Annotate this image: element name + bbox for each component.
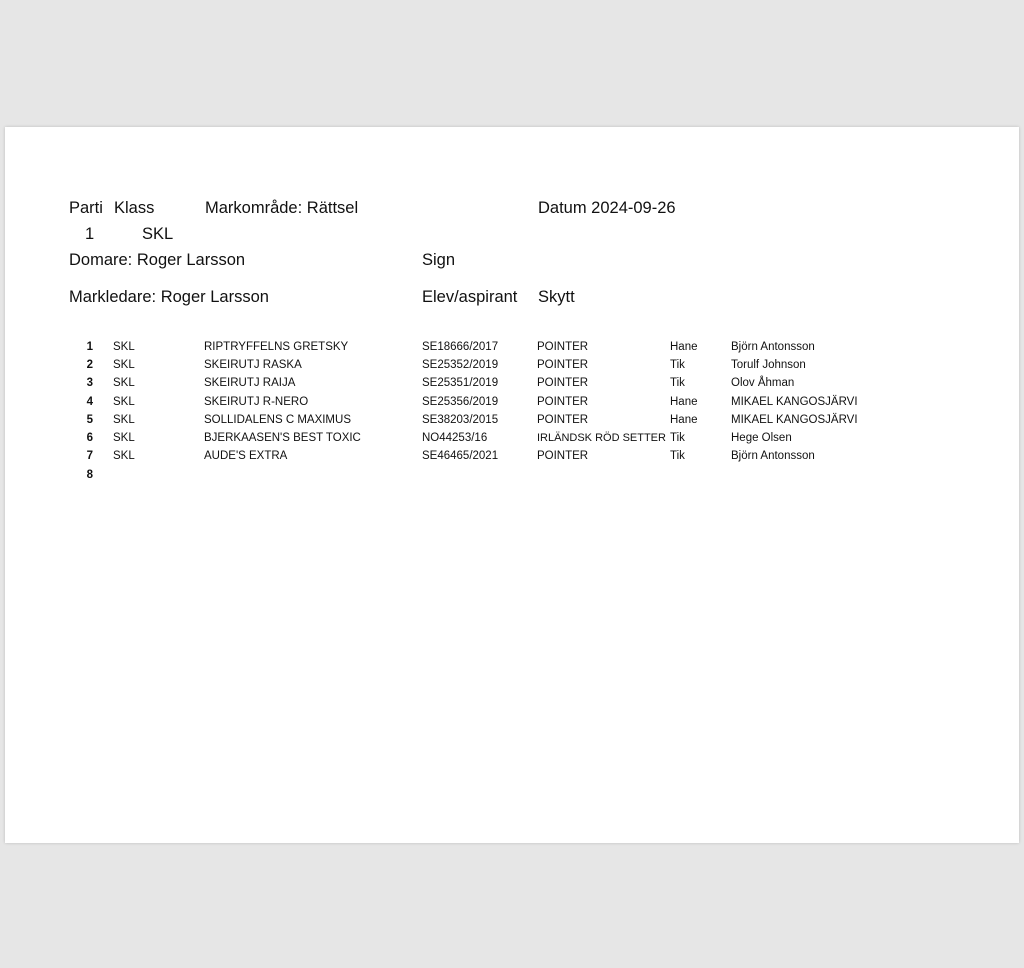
entry-number: 6 <box>86 432 93 444</box>
entry-sex: Tik <box>670 432 685 444</box>
entry-number: 1 <box>86 341 93 353</box>
entry-sex: Hane <box>670 396 698 408</box>
entry-sex: Tik <box>670 450 685 462</box>
entry-owner: Olov Åhman <box>731 377 795 389</box>
entry-reg-number: SE18666/2017 <box>422 341 499 353</box>
entry-dog-name: SKEIRUTJ R-NERO <box>204 396 309 408</box>
klass-value: SKL <box>142 225 174 243</box>
entry-breed: POINTER <box>537 341 589 353</box>
entry-reg-number: NO44253/16 <box>422 432 488 444</box>
entry-owner: Hege Olsen <box>731 432 792 444</box>
entry-owner: Torulf Johnson <box>731 359 806 371</box>
document-page <box>5 127 1019 843</box>
entry-owner: Björn Antonsson <box>731 341 815 353</box>
entry-klass: SKL <box>113 396 135 408</box>
elev-aspirant-label: Elev/aspirant <box>422 288 518 306</box>
skytt-label: Skytt <box>538 288 575 306</box>
markledare-label: Markledare: Roger Larsson <box>69 288 269 306</box>
entry-klass: SKL <box>113 414 135 426</box>
entry-reg-number: SE25352/2019 <box>422 359 499 371</box>
entry-sex: Hane <box>670 341 698 353</box>
entry-number: 5 <box>86 414 93 426</box>
entry-owner: MIKAEL KANGOSJÄRVI <box>731 396 858 408</box>
sign-label: Sign <box>422 251 456 269</box>
entry-dog-name: BJERKAASEN'S BEST TOXIC <box>204 432 361 444</box>
domare-label: Domare: Roger Larsson <box>69 251 246 269</box>
entry-owner: MIKAEL KANGOSJÄRVI <box>731 414 858 426</box>
parti-value: 1 <box>85 225 95 243</box>
entry-reg-number: SE46465/2021 <box>422 450 499 462</box>
entry-dog-name: RIPTRYFFELNS GRETSKY <box>204 341 349 353</box>
entry-dog-name: SKEIRUTJ RASKA <box>204 359 302 371</box>
entry-sex: Hane <box>670 414 698 426</box>
entry-number: 7 <box>86 450 93 462</box>
entry-breed: IRLÄNDSK RÖD SETTER <box>537 432 666 444</box>
entry-klass: SKL <box>113 432 135 444</box>
entry-number: 3 <box>86 377 93 389</box>
entry-klass: SKL <box>113 377 135 389</box>
entry-breed: POINTER <box>537 396 589 408</box>
entry-klass: SKL <box>113 450 135 462</box>
entry-number: 4 <box>86 396 93 408</box>
entry-reg-number: SE25356/2019 <box>422 396 499 408</box>
entry-sex: Tik <box>670 359 685 371</box>
entry-reg-number: SE25351/2019 <box>422 377 499 389</box>
parti-label: Parti <box>69 199 103 217</box>
entry-sex: Tik <box>670 377 685 389</box>
entry-dog-name: SOLLIDALENS C MAXIMUS <box>204 414 351 426</box>
datum-label: Datum 2024-09-26 <box>538 199 676 217</box>
entry-owner: Björn Antonsson <box>731 450 815 462</box>
entry-breed: POINTER <box>537 414 589 426</box>
klass-label: Klass <box>114 199 155 217</box>
entry-dog-name: AUDE'S EXTRA <box>204 450 288 462</box>
entry-breed: POINTER <box>537 359 589 371</box>
entry-number: 8 <box>86 469 93 481</box>
markomrade-label: Markområde: Rättsel <box>205 199 359 217</box>
entry-breed: POINTER <box>537 377 589 389</box>
entry-number: 2 <box>86 359 93 371</box>
entry-dog-name: SKEIRUTJ RAIJA <box>204 377 296 389</box>
entry-klass: SKL <box>113 341 135 353</box>
entry-breed: POINTER <box>537 450 589 462</box>
entry-reg-number: SE38203/2015 <box>422 414 499 426</box>
entry-klass: SKL <box>113 359 135 371</box>
